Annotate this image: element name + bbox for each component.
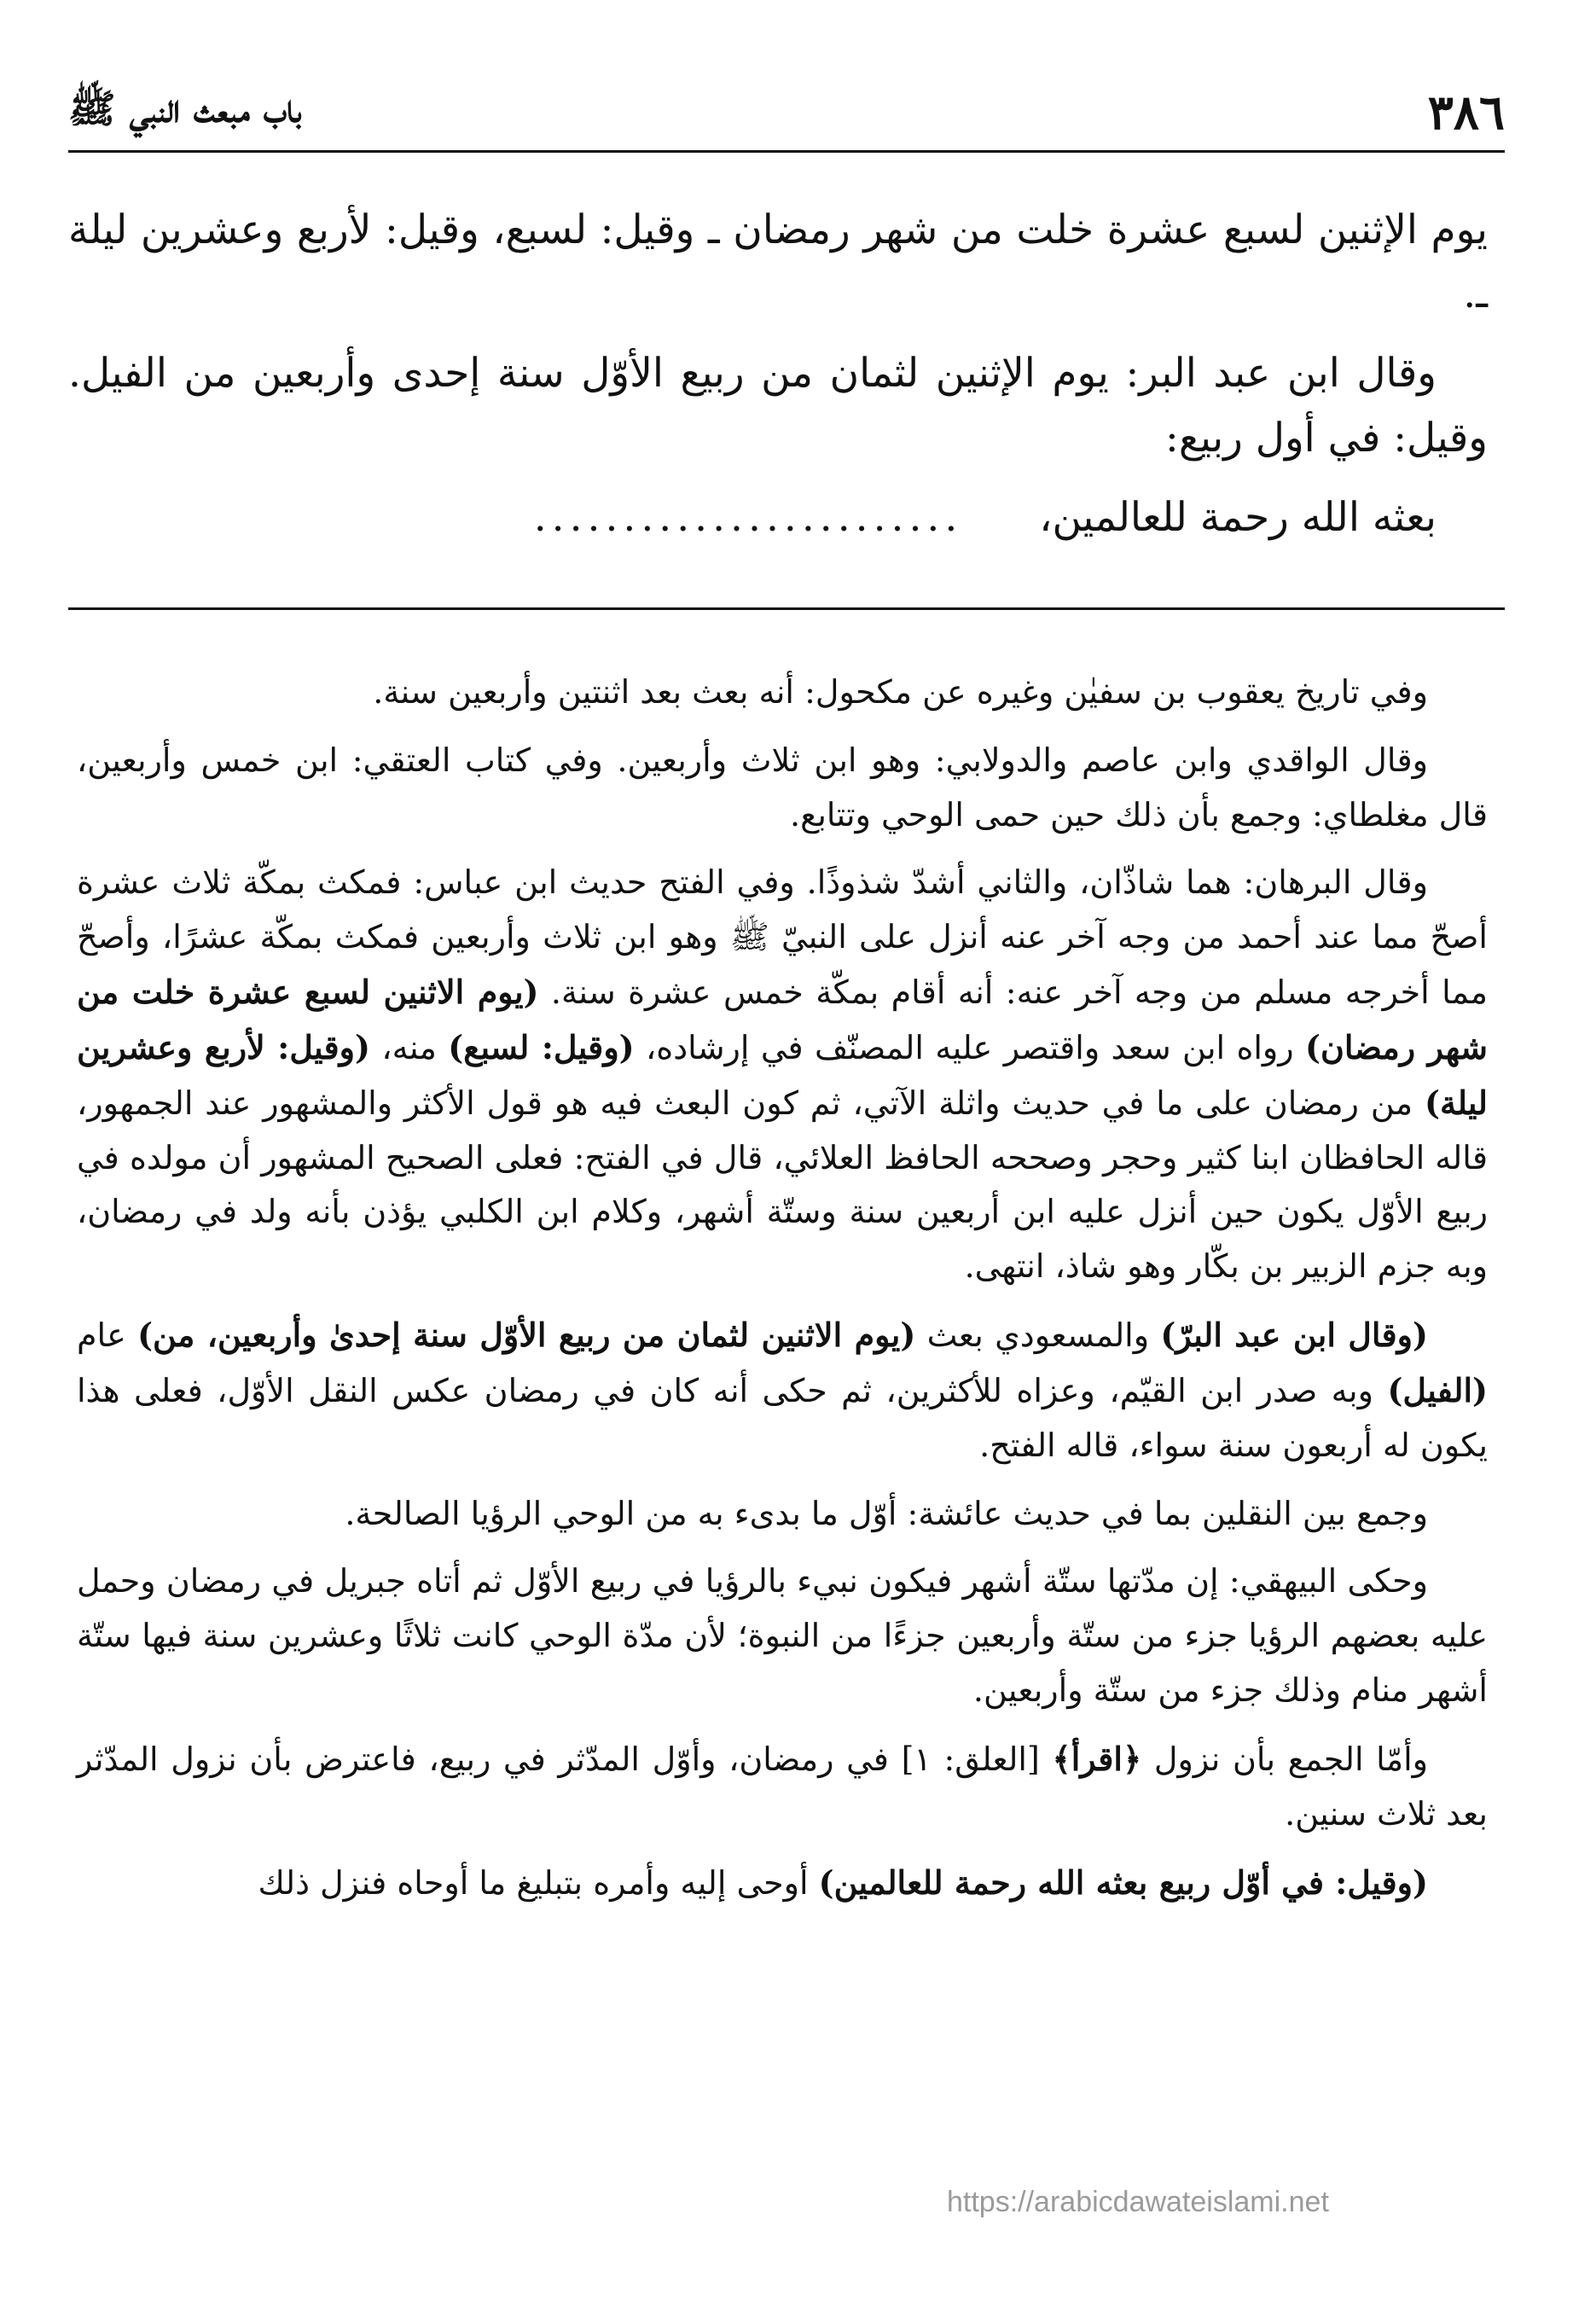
commentary-text — [77, 665, 1488, 1924]
commentary-text-run: [العلق: ١] في رمضان، وأوّل المدّثر في ربيع، فاعترض بأن نزول المدّثر بعد ثلاث سنين. — [77, 1740, 1488, 1833]
main-text — [68, 198, 1488, 565]
commentary-text-run: من رمضان على ما في حديث واثلة الآتي، ثم كون البعث فيه هو قول الأكثر والمشهور عند الجمهور، قاله الحافظان ابنا كثير وحجر وصححه الحافظ العلائي، قال في الفتح: فعلى الصحيح المشهور أن مولده في ربيع الأوّل يكون حين أنزل عليه ابن أربعين سنة وستّة أشهر، وكلام ابن الكلبي يؤذن بأنه ولد في رمضان، وبه جزم الزبير بن بكّار وهو شاذ، انتهى. — [77, 1084, 1488, 1286]
commentary-text-run: وقال البرهان: هما شاذّان، والثاني أشدّ شذوذًا. وفي الفتح حديث ابن عباس: فمكث بمكّة ثلاث عشرة أصحّ مما عند أحمد من وجه آخر عنه أنزل على النبيّ ﷺ وهو ابن ثلاث وأربعين فمكث بمكّة عشرًا، وأصحّ مما أخرجه مسلم من وجه آخر عنه: أنه أقام بمكّة خمس عشرة سنة. — [77, 863, 1488, 1012]
section-divider — [68, 607, 1505, 610]
commentary-text-run: عام — [77, 1316, 126, 1355]
commentary-paragraph: وحكى البيهقي: إن مدّتها ستّة أشهر فيكون نبيء بالرؤيا في ربيع الأوّل ثم أتاه جبريل في رمضان وحمل عليه بعضهم الرؤيا جزء من ستّة وأربعين جزءًا من النبوة؛ لأن مدّة الوحي كانت ثلاثًا وعشرين سنة فيها ستّة أشهر منام وذلك جزء من ستّة وأربعين. — [77, 1562, 1488, 1710]
page-header — [68, 78, 1505, 147]
watermark-url: https://arabicdawateislami.net — [947, 2186, 1329, 2218]
quoted-matn: (يوم الاثنين لسبع عشرة خلت من شهر رمضان) — [77, 973, 1488, 1066]
commentary-paragraph: وجمع بين النقلين بما في حديث عائشة: أوّل ما بدىء به من الوحي الرؤيا الصالحة. — [345, 1494, 1428, 1532]
quoted-matn: (وقيل: لأربع وعشرين ليلة) — [77, 1027, 1488, 1122]
quoted-matn: (وقال ابن عبد البرّ) — [1160, 1316, 1428, 1355]
commentary-paragraph: وفي تاريخ يعقوب بن سفيٰن وغيره عن مكحول: أنه بعث بعد اثنتين وأربعين سنة. — [373, 673, 1428, 711]
quoted-matn: (يوم الاثنين لثمان من ربيع الأوّل سنة إحدىٰ وأربعين، من) — [137, 1316, 916, 1355]
commentary-text-run: أوحى إليه وأمره بتبليغ ما أوحاه فنزل ذلك — [258, 1863, 809, 1902]
commentary-paragraph — [77, 1308, 1488, 1473]
commentary-paragraph — [77, 856, 1488, 1294]
quoted-matn: (وقيل: في أوّل ربيع بعثه الله رحمة للعالمين) — [818, 1862, 1428, 1902]
main-paragraph — [68, 485, 1488, 549]
commentary-paragraph — [77, 1732, 1488, 1842]
quran-citation: ﴿اقرأ﴾ — [1052, 1739, 1142, 1778]
commentary-text-run: وأمّا الجمع بأن نزول — [1153, 1740, 1428, 1778]
quoted-matn: (وقيل: لسبع) — [448, 1027, 635, 1066]
ellipsis-dots: ........................ — [533, 493, 963, 541]
quoted-matn: (الفيل) — [1387, 1370, 1488, 1409]
main-paragraph: يوم الإثنين لسبع عشرة خلت من شهر رمضان ـ وقيل: لسبع، وقيل: لأربع وعشرين ليلة ـ. — [68, 206, 1488, 318]
commentary-text-run: والمسعودي بعث — [926, 1316, 1150, 1355]
running-title: باب مبعث النبي ﷺ — [68, 84, 302, 131]
main-paragraph: وقال ابن عبد البر: يوم الإثنين لثمان من ربيع الأوّل سنة إحدى وأربعين من الفيل. وقيل: في أول ربيع: — [68, 350, 1488, 462]
commentary-text-run: رواه ابن سعد واقتصر عليه المصنّف في إرشاده، — [646, 1028, 1294, 1066]
commentary-text-run: منه، — [381, 1028, 437, 1066]
header-rule — [68, 150, 1505, 153]
page-number: ٣٨٦ — [1427, 84, 1505, 141]
commentary-paragraph: وقال الواقدي وابن عاصم والدولابي: وهو ابن ثلاث وأربعين. وفي كتاب العتقي: ابن خمس وأربعين، قال مغلطاي: وجمع بأن ذلك حين حمى الوحي وتتابع. — [77, 741, 1488, 834]
commentary-paragraph — [77, 1856, 1488, 1911]
commentary-text-run: وبه صدر ابن القيّم، وعزاه للأكثرين، ثم حكى أنه كان في رمضان عكس النقل الأوّل، فعلى هذا يكون له أربعون سنة سواء، قاله الفتح. — [77, 1371, 1488, 1464]
main-text-line: بعثه الله رحمة للعالمين، — [1039, 493, 1437, 541]
